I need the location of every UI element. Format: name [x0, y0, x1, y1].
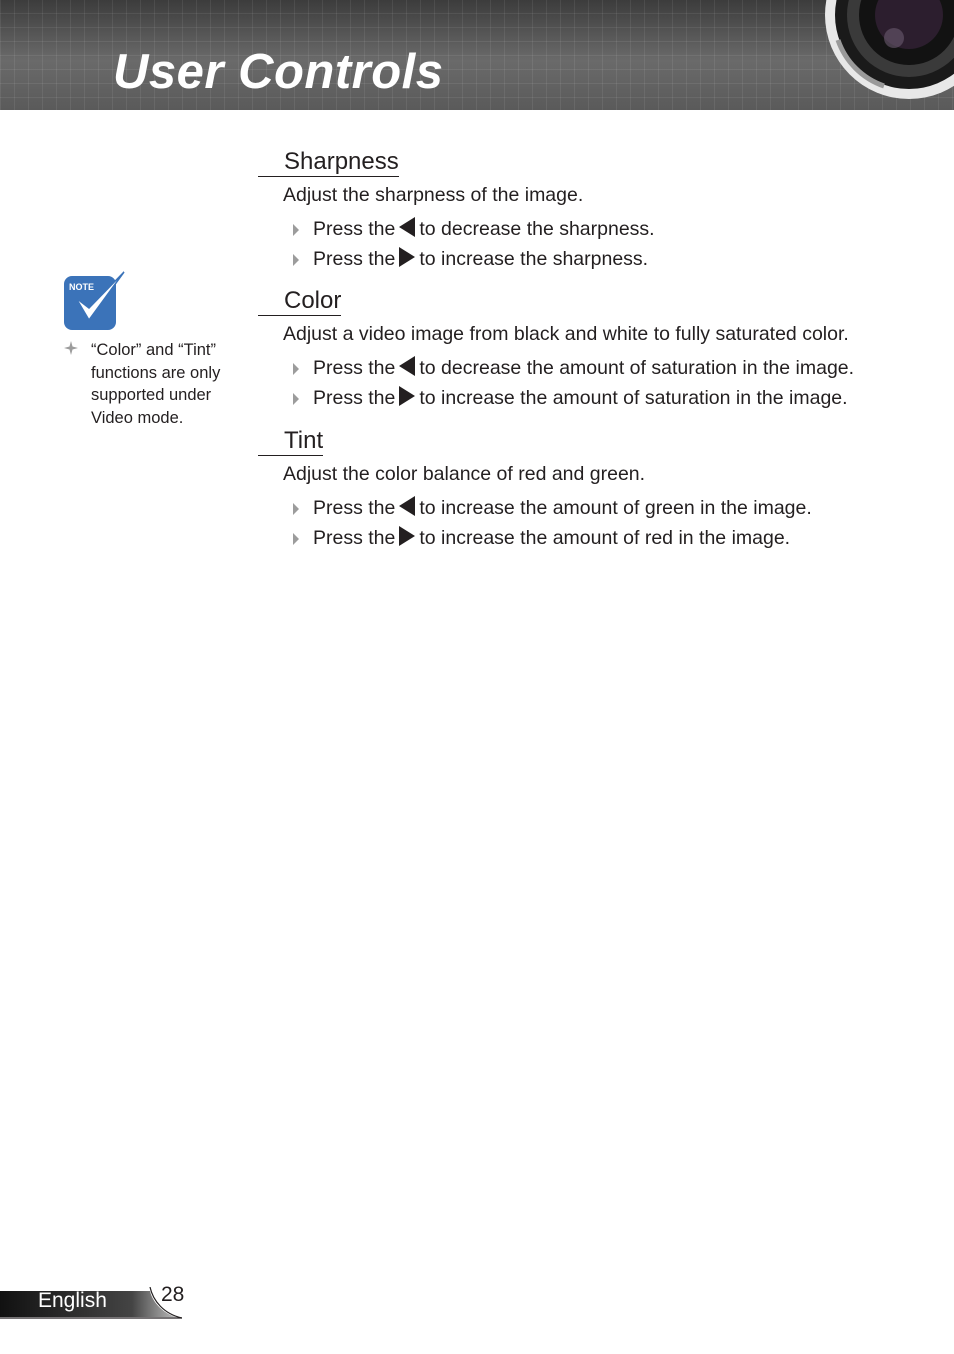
- item-prefix: Press the: [313, 218, 396, 240]
- section-description: Adjust the color balance of red and green.: [283, 463, 646, 485]
- svg-text:NOTE: NOTE: [69, 282, 95, 292]
- list-item: [258, 354, 918, 384]
- note-bullet-icon: [64, 341, 78, 355]
- footer-language: English: [38, 1289, 107, 1312]
- item-prefix: Press the: [313, 497, 396, 519]
- bullet-marker-icon: [293, 393, 299, 405]
- bullet-marker-icon: [293, 224, 299, 236]
- section-description: Adjust the sharpness of the image.: [283, 184, 584, 206]
- bullet-list: [258, 494, 918, 553]
- item-suffix: to increase the sharpness.: [419, 247, 649, 270]
- left-arrow-icon: [399, 356, 415, 376]
- right-arrow-icon: [399, 247, 415, 267]
- note-text: “Color” and “Tint” functions are only supported under Video mode.: [91, 341, 221, 427]
- item-prefix: Press the: [313, 357, 396, 379]
- bullet-marker-icon: [293, 503, 299, 515]
- item-suffix: to decrease the amount of saturation in the image.: [419, 357, 855, 379]
- bullet-marker-icon: [293, 363, 299, 375]
- note-check-icon: [62, 268, 128, 334]
- list-item: [258, 245, 918, 275]
- bullet-marker-icon: [293, 533, 299, 545]
- list-item: [258, 384, 918, 414]
- bullet-list: [258, 354, 918, 413]
- item-suffix: to increase the amount of red in the image.: [419, 526, 791, 549]
- section-sharpness: [258, 148, 918, 274]
- section-color: [258, 287, 918, 413]
- item-suffix: to increase the amount of green in the image.: [419, 497, 812, 519]
- section-tint: [258, 427, 918, 553]
- left-arrow-icon: [399, 496, 415, 516]
- header-banner: [0, 0, 954, 110]
- list-item: [258, 494, 918, 524]
- page-title: User Controls: [113, 45, 444, 99]
- section-description: Adjust a video image from black and white to fully saturated color.: [283, 323, 849, 345]
- list-item: [258, 215, 918, 245]
- right-arrow-icon: [399, 386, 415, 406]
- section-title: Tint: [258, 427, 323, 456]
- right-arrow-icon: [399, 526, 415, 546]
- item-suffix: to increase the amount of saturation in the image.: [419, 386, 848, 409]
- item-suffix: to decrease the sharpness.: [419, 218, 655, 240]
- camera-lens-graphic: [824, 0, 954, 100]
- section-title: Color: [258, 287, 341, 316]
- item-prefix: Press the: [313, 247, 396, 270]
- left-arrow-icon: [399, 217, 415, 237]
- item-prefix: Press the: [313, 386, 396, 409]
- bullet-list: [258, 215, 918, 274]
- bullet-marker-icon: [293, 254, 299, 266]
- section-title: Sharpness: [258, 148, 399, 177]
- item-prefix: Press the: [313, 526, 396, 549]
- list-item: [258, 524, 918, 554]
- page-number: 28: [161, 1283, 185, 1306]
